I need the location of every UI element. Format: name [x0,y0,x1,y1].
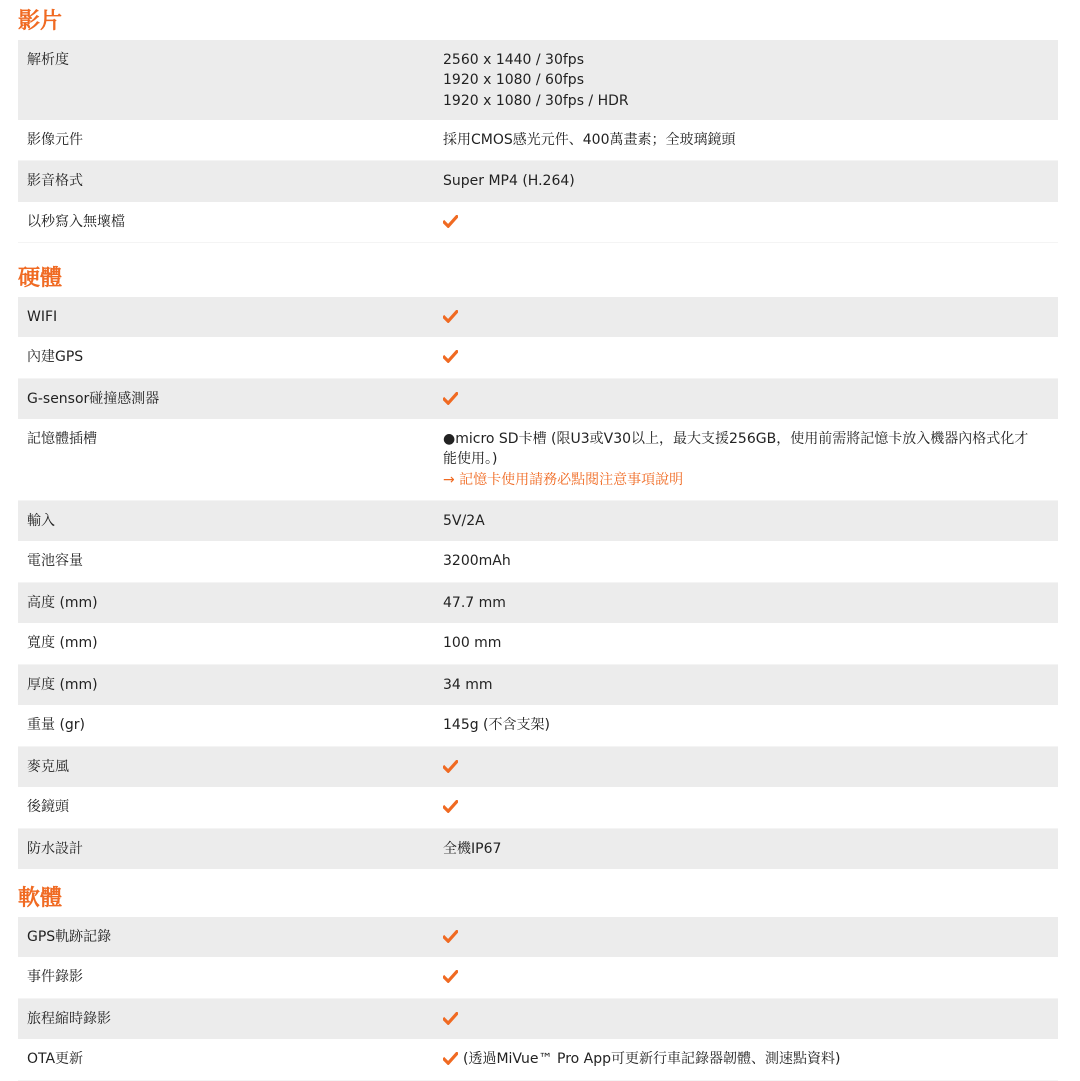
spec-row-gps-track [18,917,1058,957]
spec-value: ●micro SD卡槽 (限U3或V30以上，最大支援256GB，使用前需將記憶卡放入機器內格式化才能使用。) [443,431,1029,468]
check-icon [443,1009,460,1029]
spec-value: 145g (不含支架) [443,717,550,733]
spec-row-ota [18,1039,1058,1081]
spec-label: 影音格式 [27,173,83,189]
resolution-option: 1920 x 1080 / 60fps [443,72,584,89]
section-title-hardware: 硬體 [18,266,63,291]
spec-row-width [18,623,1058,665]
spec-label: 輸入 [27,513,55,529]
check-icon [443,757,460,777]
section-software [18,877,1058,1081]
spec-value-resolution [443,50,1043,111]
ota-note: (透過MiVue™ Pro App可更新行車記錄器韌體、測速點資料) [463,1051,841,1067]
spec-label: 重量 (gr) [27,717,86,733]
spec-label: 解析度 [27,52,69,68]
spec-label: WIFI [27,309,58,325]
spec-row-gps [18,337,1058,379]
spec-label: 以秒寫入無壞檔 [27,214,125,230]
spec-label: 厚度 (mm) [27,677,98,693]
spec-row-battery [18,541,1058,583]
memory-card-notice-link[interactable]: → 記憶卡使用請務必點閱注意事項說明 [443,471,684,488]
spec-value: 100 mm [443,635,502,651]
spec-label: 內建GPS [27,349,84,365]
spec-label: 防水設計 [27,841,83,857]
spec-row-rear-camera [18,787,1058,829]
section-title-video: 影片 [18,9,63,34]
spec-row-wifi [18,297,1058,337]
spec-row-weight [18,705,1058,747]
spec-row-gsensor [18,379,1058,419]
spec-row-timelapse [18,999,1058,1039]
check-icon [443,967,460,987]
spec-row-mic [18,747,1058,787]
spec-label: 麥克風 [27,759,69,775]
spec-row-waterproof [18,829,1058,869]
spec-label: GPS軌跡記錄 [27,929,112,945]
spec-row-format [18,161,1058,202]
section-video [18,0,1058,243]
check-icon [443,927,460,947]
spec-value: 5V/2A [443,513,485,529]
check-icon [443,1049,460,1069]
spec-row-height [18,583,1058,623]
section-hardware [18,257,1058,869]
resolution-option: 1920 x 1080 / 30fps / HDR [443,92,629,109]
spec-label: 影像元件 [27,132,83,148]
spec-row-sensor [18,120,1058,161]
section-title-software: 軟體 [18,886,63,911]
spec-label: OTA更新 [27,1051,84,1067]
spec-row-input [18,501,1058,541]
spec-value: 47.7 mm [443,595,506,611]
spec-label: 寬度 (mm) [27,635,98,651]
spec-value: 全機IP67 [443,841,502,857]
resolution-option: 2560 x 1440 / 30fps [443,52,584,68]
spec-label: 電池容量 [27,553,83,569]
spec-value: 3200mAh [443,553,511,569]
check-icon [443,797,460,817]
spec-value: Super MP4 (H.264) [443,173,575,189]
spec-label: 記憶體插槽 [27,431,97,447]
spec-value: 採用CMOS感光元件、400萬畫素；全玻璃鏡頭 [443,132,736,148]
check-icon [443,389,460,409]
spec-label: 事件錄影 [27,969,83,985]
spec-label: G-sensor碰撞感測器 [27,391,160,407]
spec-value: 34 mm [443,677,493,693]
spec-row-event [18,957,1058,999]
spec-row-resolution [18,40,1058,120]
check-icon [443,347,460,367]
spec-label: 高度 (mm) [27,595,98,611]
check-icon [443,307,460,327]
spec-label: 旅程縮時錄影 [27,1011,111,1027]
spec-row-memory [18,419,1058,501]
spec-label: 後鏡頭 [27,799,69,815]
check-icon [443,212,460,232]
spec-row-thickness [18,665,1058,705]
spec-row-lossless [18,202,1058,243]
